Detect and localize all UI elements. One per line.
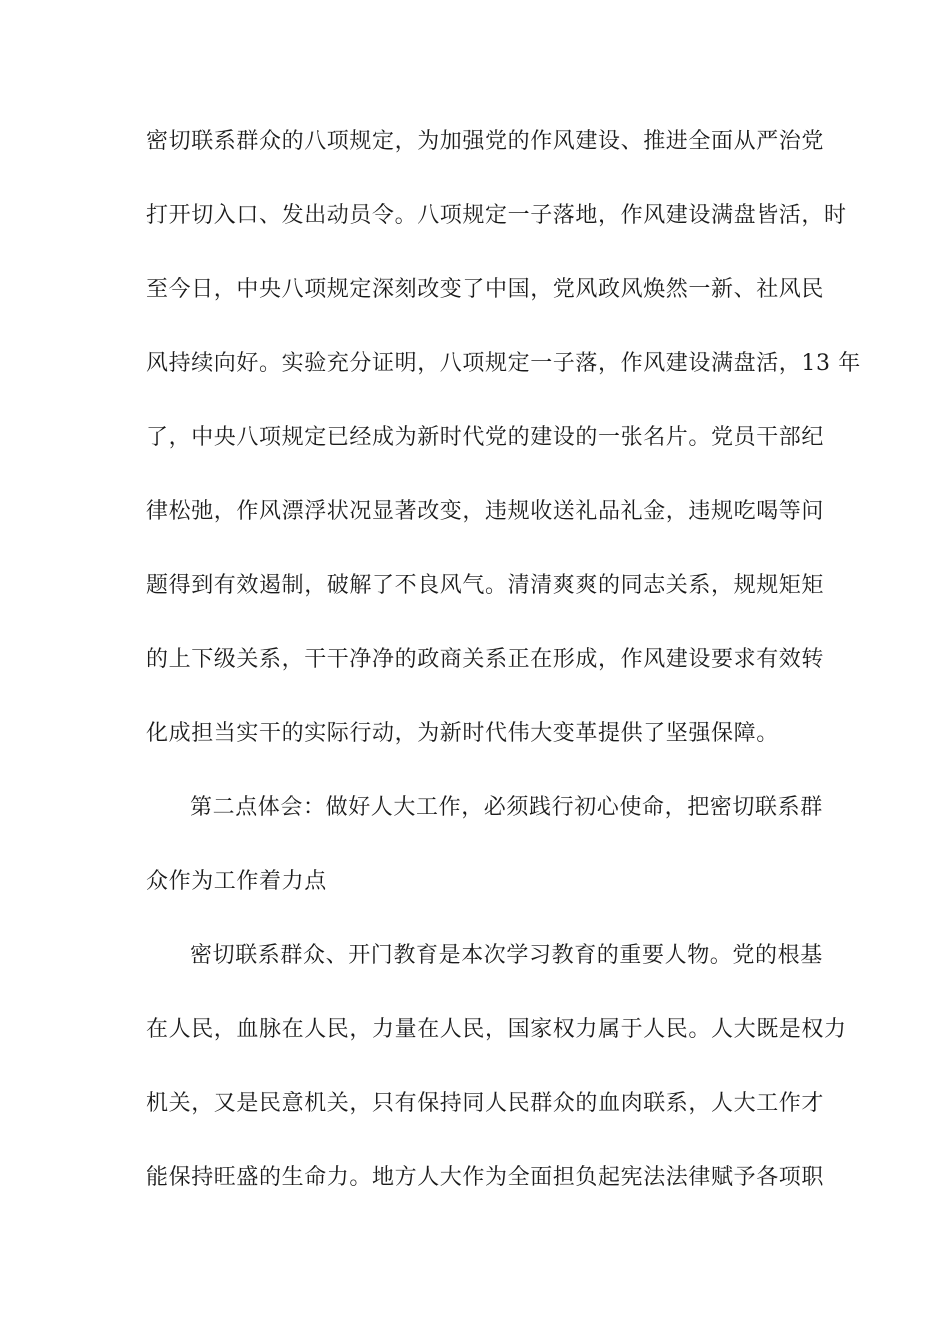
body-text-line: 打开切入口、发出动员令。八项规定一子落地，作风建设满盘皆活，时 <box>146 203 847 228</box>
body-text-line: 题得到有效遏制，破解了不良风气。清清爽爽的同志关系，规规矩矩 <box>146 573 825 598</box>
body-text-line: 风持续向好。实验充分证明，八项规定一子落，作风建设满盘活，13 年 <box>146 351 861 376</box>
body-text-line: 密切联系群众的八项规定，为加强党的作风建设、推进全面从严治党 <box>146 129 825 154</box>
section-heading-line: 众作为工作着力点 <box>146 869 327 894</box>
body-text-line: 了，中央八项规定已经成为新时代党的建设的一张名片。党员干部纪 <box>146 425 825 450</box>
body-text-line: 化成担当实干的实际行动，为新时代伟大变革提供了坚强保障。 <box>146 721 779 746</box>
body-text-line: 密切联系群众、开门教育是本次学习教育的重要人物。党的根基 <box>190 943 823 968</box>
body-text-line: 能保持旺盛的生命力。地方人大作为全面担负起宪法法律赋予各项职 <box>146 1165 825 1190</box>
section-heading-line: 第二点体会：做好人大工作，必须践行初心使命，把密切联系群 <box>190 795 823 820</box>
body-text-line: 机关，又是民意机关，只有保持同人民群众的血肉联系，人大工作才 <box>146 1091 825 1116</box>
body-text-line: 至今日，中央八项规定深刻改变了中国，党风政风焕然一新、社风民 <box>146 277 825 302</box>
body-text-line: 律松弛，作风漂浮状况显著改变，违规收送礼品礼金，违规吃喝等问 <box>146 499 825 524</box>
body-text-line: 的上下级关系，干干净净的政商关系正在形成，作风建设要求有效转 <box>146 647 825 672</box>
body-text-line: 在人民，血脉在人民，力量在人民，国家权力属于人民。人大既是权力 <box>146 1017 847 1042</box>
